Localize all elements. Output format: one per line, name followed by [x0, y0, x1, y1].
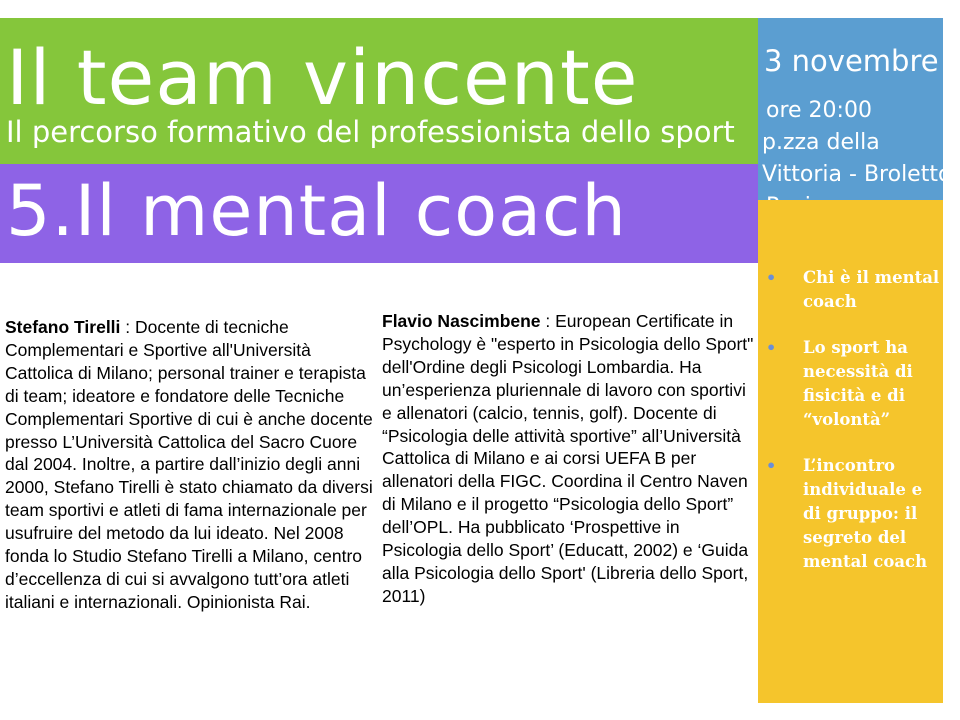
- event-location-line2: Vittoria - Broletto: [762, 162, 952, 187]
- topics-list: [758, 266, 943, 596]
- topics-box: [758, 200, 943, 703]
- bullet-icon: •: [766, 338, 777, 357]
- bullet-icon: •: [766, 456, 777, 475]
- event-time: ore 20:00: [766, 98, 872, 123]
- topic-item: • L’incontro individuale e di gruppo: il segreto del mental coach: [766, 456, 928, 571]
- event-info-box: [758, 18, 952, 200]
- bullet-icon: •: [766, 268, 777, 287]
- page-subtitle: Il percorso formativo del professionista dello sport: [6, 115, 735, 149]
- speaker-name: Stefano Tirelli: [5, 317, 121, 337]
- topic-item: • Chi è il mental coach: [766, 268, 940, 311]
- topic-item: • Lo sport ha necessità di fisicità e di “volontà”: [766, 338, 913, 429]
- speaker-bio: [5, 316, 377, 614]
- episode-title: 5.Il mental coach: [6, 170, 627, 252]
- speaker-bio: [382, 310, 754, 608]
- page-title: Il team vincente: [6, 33, 639, 122]
- event-location-line1: p.zza della: [762, 130, 880, 155]
- speaker-description: : European Certificate in Psychology è "esperto in Psicologia dello Sport" dell'Ordine degli Psicologi Lombardia. Ha un’esperienza pluriennale di lavoro con sportivi e allenatori (calcio, tennis, golf). Docente di “Psicologia delle attività sportive” all’Università Cattolica di Milano e ai corsi UEFA B per allenatori della FIGC. Coordina il Centro Naven di Milano e il progetto “Psicologia dello Sport” dell’OPL. Ha pubblicato ‘Prospettive in Psicologia dello Sport’ (Educatt, 2002) e ‘Guida alla Psicologia dello Sport' (Libreria dello Sport, 2011): [382, 311, 754, 606]
- speaker-description: : Docente di tecniche Complementari e Sportive all'Università Cattolica di Milano; personal trainer e terapista di team; ideatore e fondatore delle Tecniche Complementari Sportive di cui è anche docente presso L’Università Cattolica del Sacro Cuore dal 2004. Inoltre, a partire dall’inizio degli anni 2000, Stefano Tirelli è stato chiamato da diversi team sportivi e atleti di fama internazionale per usufruire del metodo da lui ideato. Nel 2008 fonda lo Studio Stefano Tirelli a Milano, centro d’eccellenza di cui si avvalgono tutt’ora atleti italiani e internazionali. Opinionista Rai.: [5, 317, 373, 612]
- event-date: 3 novembre: [764, 44, 939, 78]
- speaker-name: Flavio Nascimbene: [382, 311, 541, 331]
